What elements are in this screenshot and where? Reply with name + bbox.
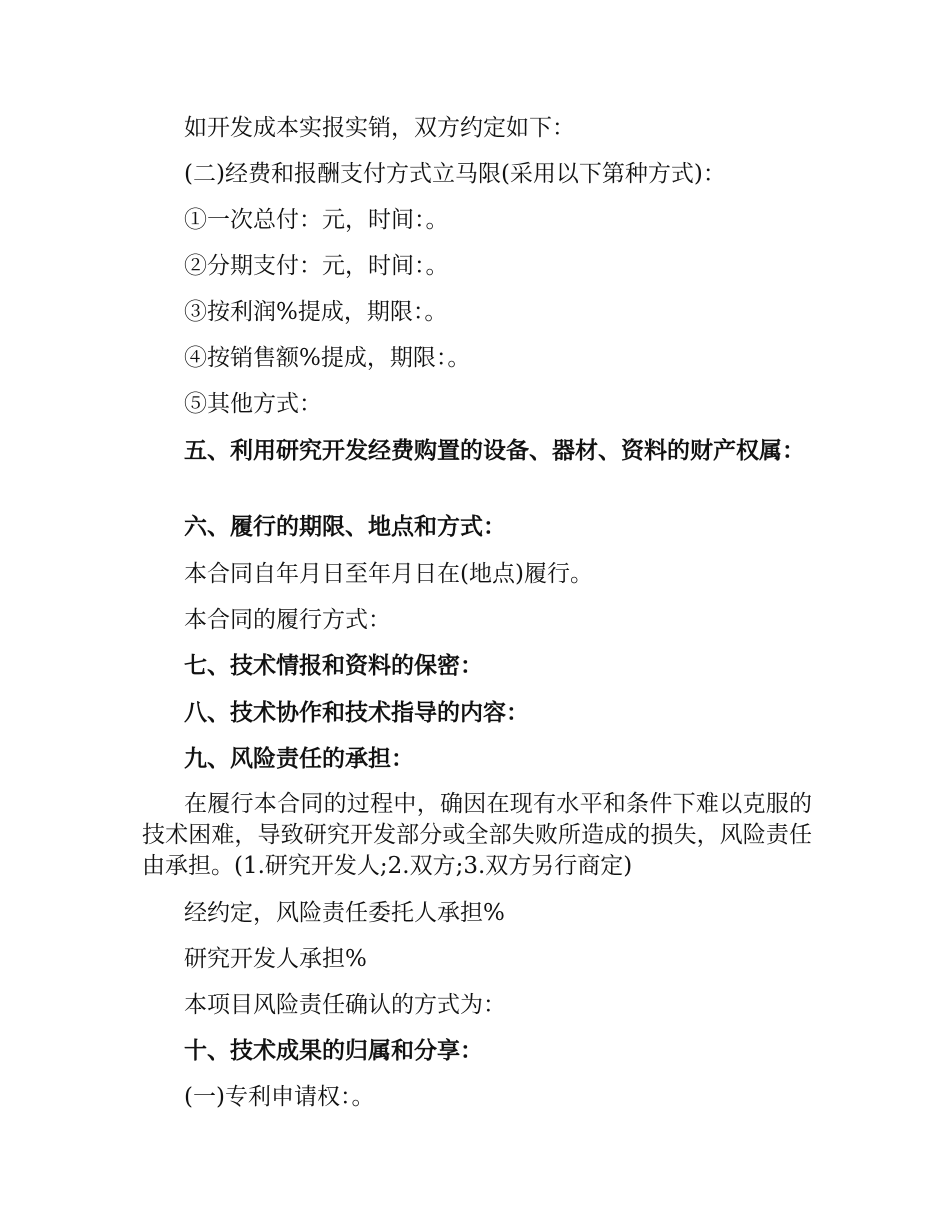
heading-section-6: 六、履行的期限、地点和方式： bbox=[184, 514, 506, 540]
paragraph-payment-method: (二)经费和报酬支付方式立马限(采用以下第种方式)： bbox=[184, 161, 726, 187]
paragraph-lump-sum: ①一次总付：元，时间：。 bbox=[184, 207, 449, 233]
paragraph-installment: ②分期支付：元，时间：。 bbox=[184, 253, 449, 279]
heading-section-5: 五、利用研究开发经费购置的设备、器材、资料的财产权属： bbox=[184, 438, 805, 464]
paragraph-performance-method: 本合同的履行方式： bbox=[184, 607, 391, 633]
paragraph-other-method: ⑤其他方式： bbox=[184, 391, 322, 417]
paragraph-risk-liability: 在履行本合同的过程中，确因在现有水平和条件下难以克服的技术困难，导致研究开发部分或全部失败所造成的损失，风险责任由承担。(1.研究开发人;2.双方;3.双方另行商定) bbox=[142, 791, 812, 879]
paragraph-risk-confirmation: 本项目风险责任确认的方式为： bbox=[184, 992, 506, 1018]
paragraph-client-risk-share: 经约定，风险责任委托人承担% bbox=[184, 900, 505, 926]
heading-section-7: 七、技术情报和资料的保密： bbox=[184, 653, 483, 679]
paragraph-patent-application: (一)专利申请权：。 bbox=[184, 1084, 375, 1110]
heading-section-8: 八、技术协作和技术指导的内容： bbox=[184, 700, 529, 726]
paragraph-developer-risk-share: 研究开发人承担% bbox=[184, 946, 367, 972]
paragraph-profit-share: ③按利润%提成，期限：。 bbox=[184, 299, 448, 325]
paragraph-sales-share: ④按销售额%提成，期限：。 bbox=[184, 345, 471, 371]
paragraph-performance-period: 本合同自年月日至年月日在(地点)履行。 bbox=[184, 561, 593, 587]
heading-section-10: 十、技术成果的归属和分享： bbox=[184, 1038, 483, 1064]
heading-section-9: 九、风险责任的承担： bbox=[184, 746, 414, 772]
paragraph-cost-reimbursement: 如开发成本实报实销，双方约定如下： bbox=[184, 115, 575, 141]
